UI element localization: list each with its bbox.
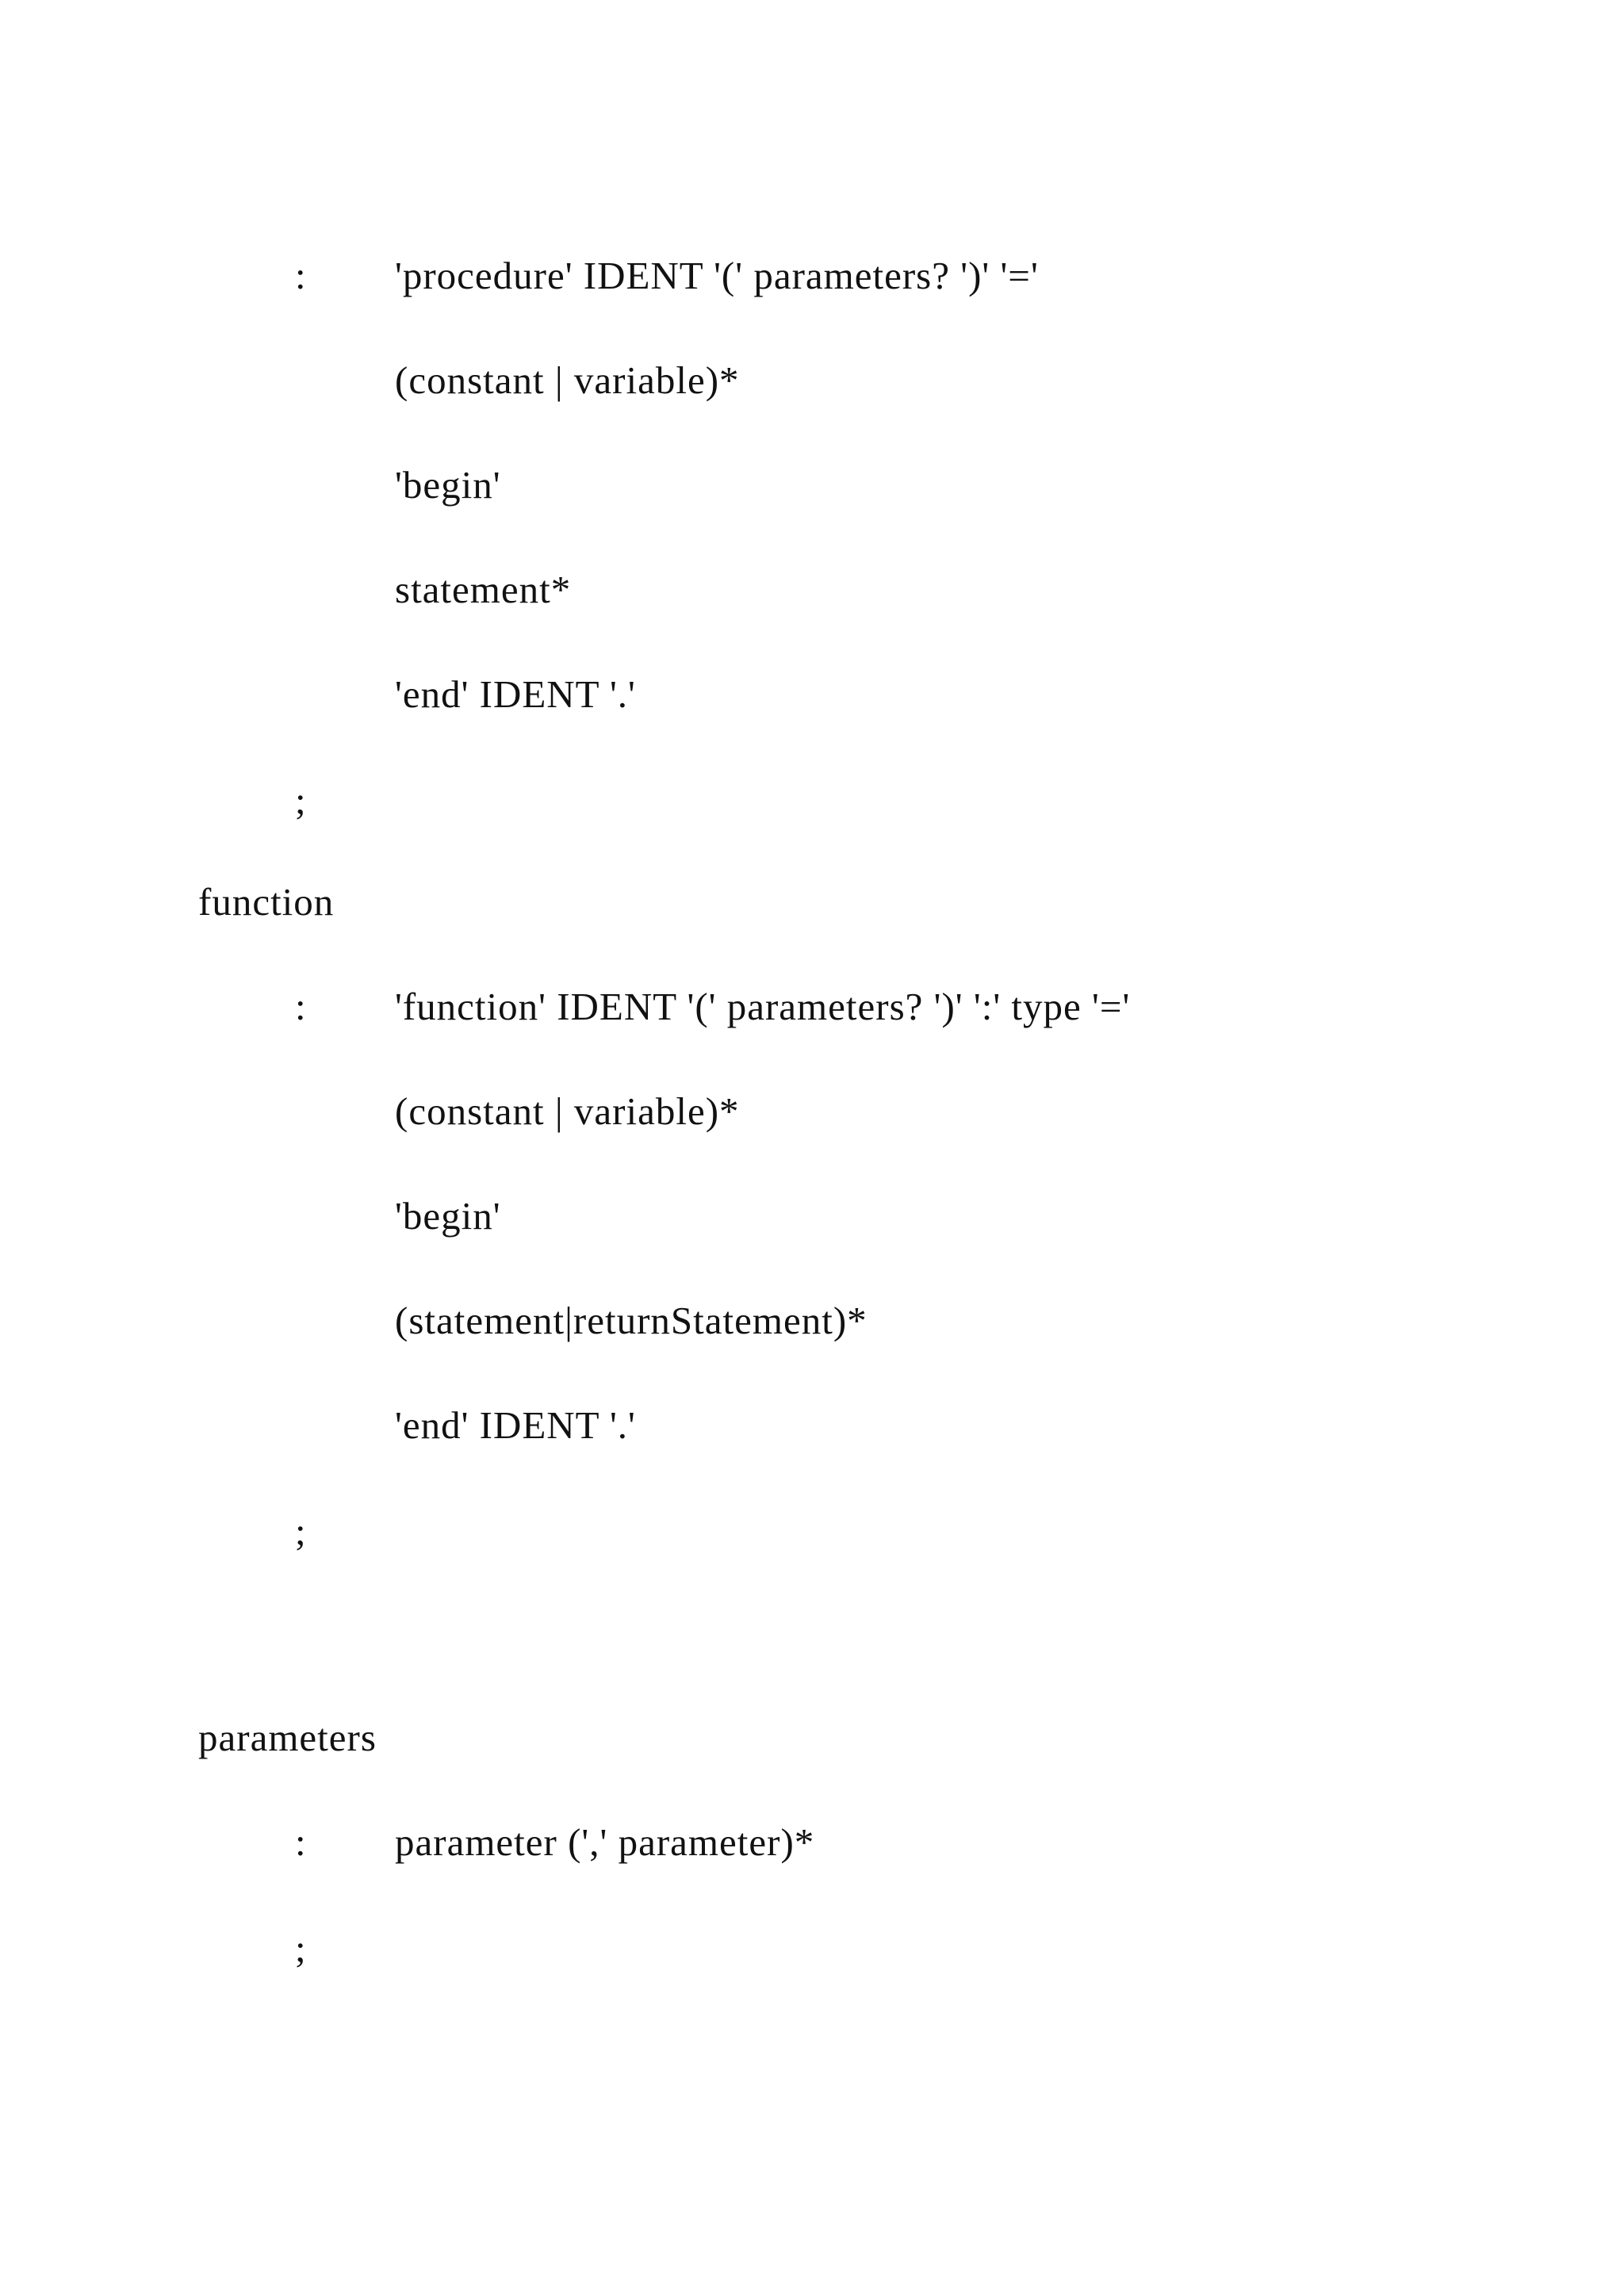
parameters-semicolon: ; (295, 1927, 307, 1970)
parameters-line-1: parameter (',' parameter)* (395, 1820, 815, 1864)
function-line-3: 'begin' (395, 1194, 501, 1238)
function-colon: : (295, 985, 307, 1028)
procedure-colon: : (295, 254, 307, 297)
procedure-line-3: 'begin' (395, 463, 501, 507)
parameters-rule-name: parameters (198, 1716, 377, 1759)
function-line-4: (statement|returnStatement)* (395, 1299, 868, 1342)
function-semicolon: ; (295, 1510, 307, 1553)
function-line-5: 'end' IDENT '.' (395, 1403, 636, 1447)
parameters-colon: : (295, 1820, 307, 1864)
procedure-line-5: 'end' IDENT '.' (395, 672, 636, 716)
procedure-line-2: (constant | variable)* (395, 358, 740, 402)
function-line-1: 'function' IDENT '(' parameters? ')' ':' type '=' (395, 985, 1131, 1028)
procedure-line-1: 'procedure' IDENT '(' parameters? ')' '=' (395, 254, 1039, 297)
procedure-semicolon: ; (295, 779, 307, 822)
function-rule-name: function (198, 880, 335, 924)
procedure-line-4: statement* (395, 568, 572, 611)
function-line-2: (constant | variable)* (395, 1089, 740, 1133)
